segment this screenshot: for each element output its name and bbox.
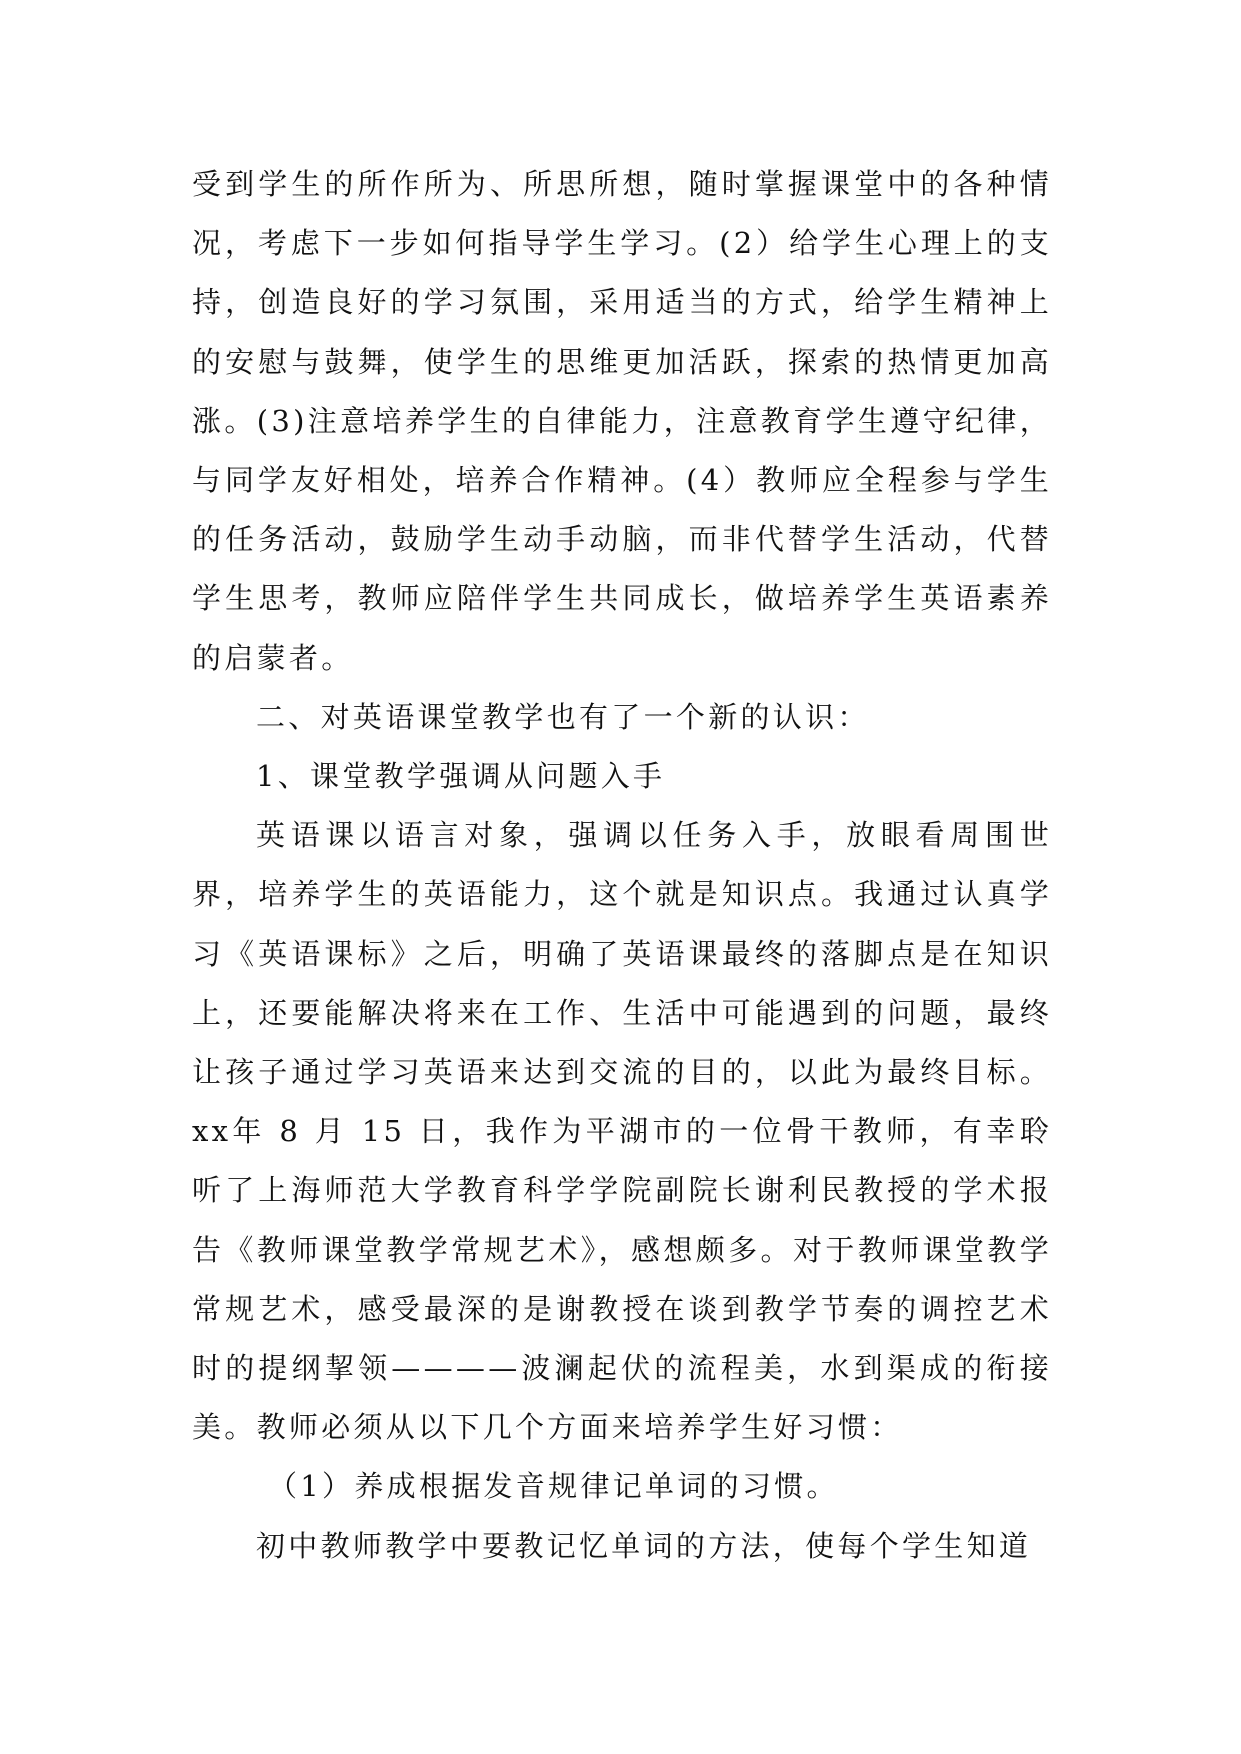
subsection-heading: 1、课堂教学强调从问题入手 [256, 759, 666, 794]
list-item-heading: （1）养成根据发音规律记单词的习惯。 [268, 1469, 839, 1504]
body-text [192, 155, 1052, 1576]
paragraph: 初中教师教学中要教记忆单词的方法，使每个学生知道 [256, 1528, 1032, 1563]
section-heading: 二、对英语课堂教学也有了一个新的认识： [256, 699, 870, 734]
paragraph-continued: 受到学生的所作所为、所思所想，随时掌握课堂中的各种情况，考虑下一步如何指导学生学习。(2）给学生心理上的支持，创造良好的学习氛围，采用适当的方式，给学生精神上的安慰与鼓舞，使学生的思维更加活跃，探索的热情更加高涨。(3)注意培养学生的自律能力，注意教育学生遵守纪律，与同学友好相处，培养合作精神。(4）教师应全程参与学生的任务活动，鼓励学生动手动脑，而非代替学生活动，代替学生思考，教师应陪伴学生共同成长，做培养学生英语素养的启蒙者。 [192, 167, 1052, 675]
paragraph: 英语课以语言对象，强调以任务入手，放眼看周围世界，培养学生的英语能力，这个就是知识点。我通过认真学习《英语课标》之后，明确了英语课最终的落脚点是在知识上，还要能解决将来在工作、生活中可能遇到的问题，最终让孩子通过学习英语来达到交流的目的，以此为最终目标。xx年 8 月 15 日，我作为平湖市的一位骨干教师，有幸聆听了上海师范大学教育科学学院副院长谢利民教授的学术报告《教师课堂教学常规艺术》，感想颇多。对于教师课堂教学常规艺术，感受最深的是谢教授在谈到教学节奏的调控艺术时的提纲挈领————波澜起伏的流程美，水到渠成的衔接美。教师必须从以下几个方面来培养学生好习惯： [192, 818, 1052, 1445]
